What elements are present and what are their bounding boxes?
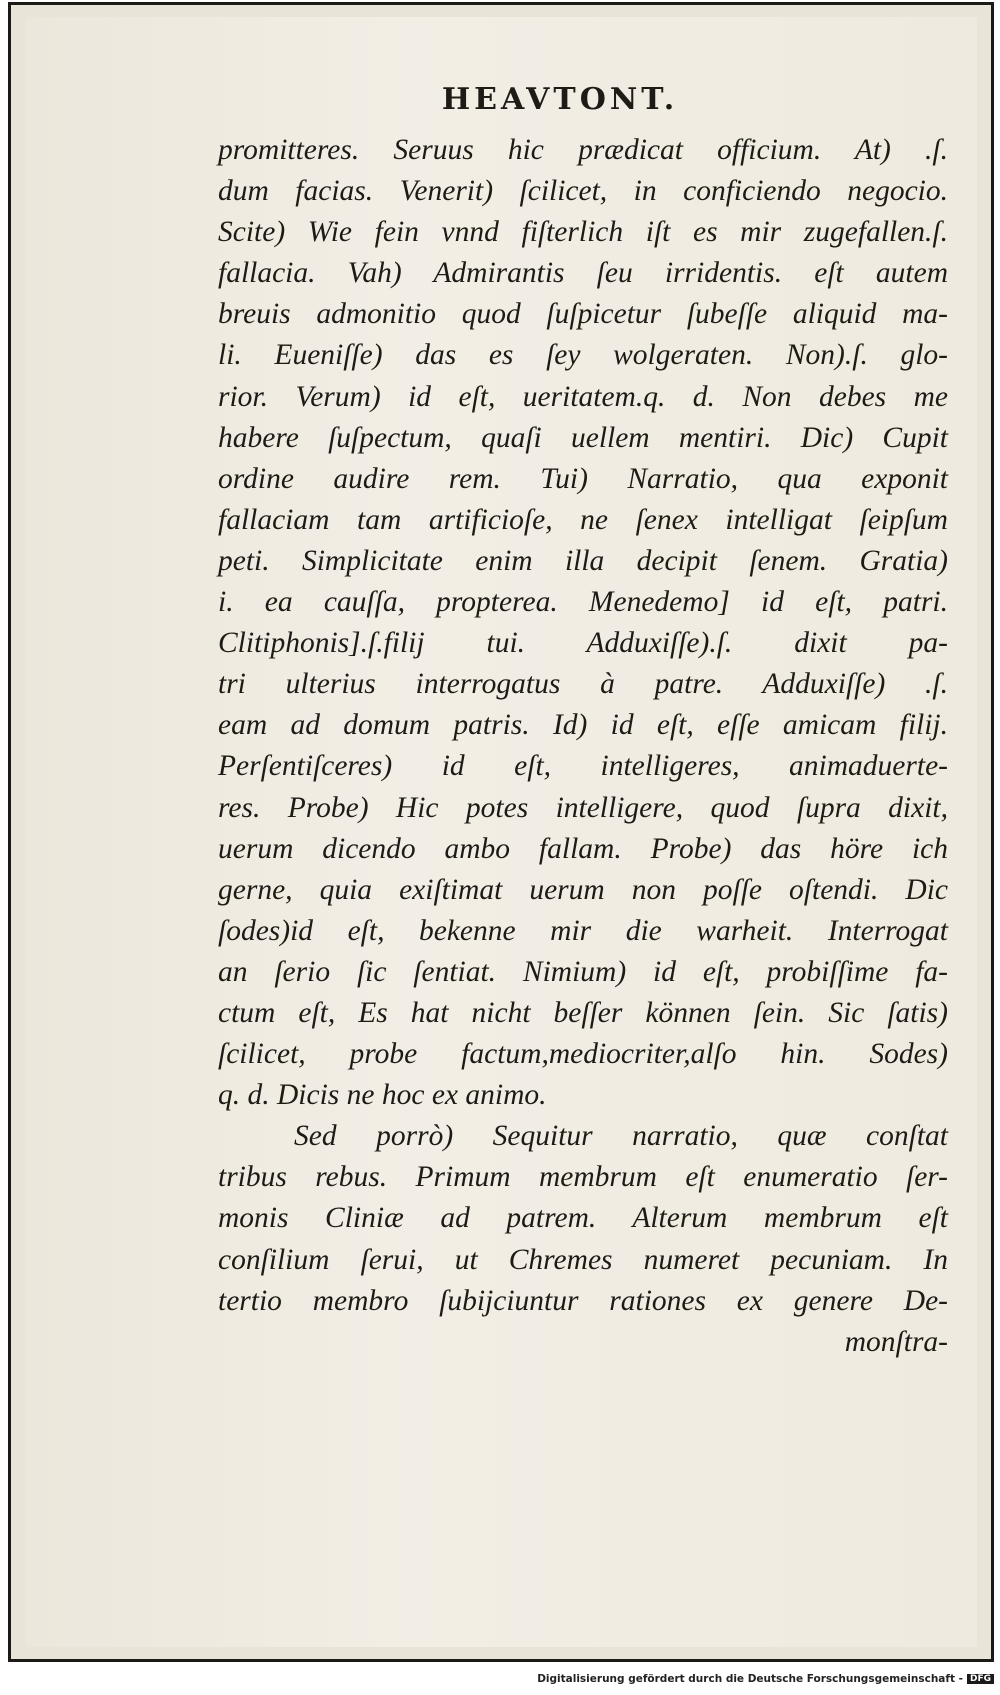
text-line: Perſentiſceres) id eſt, intelligeres, animaduerte- — [218, 750, 948, 783]
catchword: monſtra- — [844, 1325, 948, 1358]
text-line: gerne, quia exiſtimat uerum non poſſe oſtendi. Dic — [218, 873, 948, 906]
text-line: ſcilicet, probe factum,mediocriter,alſo hin. Sodes) — [218, 1038, 948, 1071]
text-line: rior. Verum) id eſt, ueritatem.q. d. Non debes me — [218, 380, 948, 413]
text-line: fallaciam tam artificioſe, ne ſenex intelligat ſeipſum — [218, 503, 948, 536]
text-line: habere ſuſpectum, quaſi uellem mentiri. Dic) Cupit — [218, 421, 948, 454]
text-line: breuis admonitio quod ſuſpicetur ſubeſſe aliquid ma- — [218, 298, 948, 331]
text-line: peti. Simplicitate enim illa decipit ſenem. Gratia) — [218, 544, 948, 577]
text-line: ordine audire rem. Tui) Narratio, qua exponit — [218, 462, 948, 495]
text-line: q. d. Dicis ne hoc ex animo. — [218, 1079, 547, 1112]
text-line: promitteres. Seruus hic prædicat officium. At) .ſ. — [218, 134, 948, 166]
text-line: dum facias. Venerit) ſcilicet, in conficiendo negocio. — [218, 175, 948, 208]
text-line: ctum eſt, Es hat nicht beſſer können ſein. Sic ſatis) — [218, 996, 948, 1029]
text-line: conſilium ſerui, ut Chremes numeret pecuniam. In — [218, 1243, 948, 1276]
credit-text: Digitalisierung gefördert durch die Deutsche Forschungsgemeinschaft - — [537, 1673, 963, 1685]
text-line: ſodes)id eſt, bekenne mir die warheit. Interrogat — [218, 914, 948, 947]
running-header-title: HEAVTONT. — [441, 82, 679, 117]
text-line: monis Cliniæ ad patrem. Alterum membrum eſt — [218, 1202, 948, 1235]
text-line: tri ulterius interrogatus à patre. Adduxiſſe) .ſ. — [218, 668, 948, 701]
digitization-credit — [0, 1673, 994, 1685]
text-line: an ſerio ſic ſentiat. Nimium) id eſt, probiſſime fa- — [218, 955, 948, 988]
text-line: tribus rebus. Primum membrum eſt enumeratio ſer- — [218, 1161, 948, 1194]
text-line: Clitiphonis].ſ.filij tui. Adduxiſſe).ſ. dixit pa- — [218, 627, 948, 660]
text-line: i. ea cauſſa, propterea. Menedemo] id eſt, patri. — [218, 586, 948, 619]
paragraph-start-line: Sed porrò) Sequitur narratio, quæ conſtat — [294, 1120, 948, 1153]
text-line: eam ad domum patris. Id) id eſt, eſſe amicam filij. — [218, 709, 948, 742]
text-line: uerum dicendo ambo fallam. Probe) das höre ich — [218, 832, 948, 865]
text-line: fallacia. Vah) Admirantis ſeu irridentis. eſt autem — [218, 257, 948, 290]
text-line: Scite) Wie fein vnnd fiſterlich iſt es mir zugefallen.ſ. — [218, 216, 948, 249]
text-line: tertio membro ſubijciuntur rationes ex genere De- — [218, 1284, 948, 1317]
dfg-logo: DFG — [967, 1674, 994, 1684]
text-line: res. Probe) Hic potes intelligere, quod ſupra dixit, — [218, 791, 948, 824]
running-header — [0, 82, 1000, 117]
page-body — [218, 130, 948, 1363]
text-line: li. Eueniſſe) das es ſey wolgeraten. Non).ſ. glo- — [218, 339, 948, 372]
